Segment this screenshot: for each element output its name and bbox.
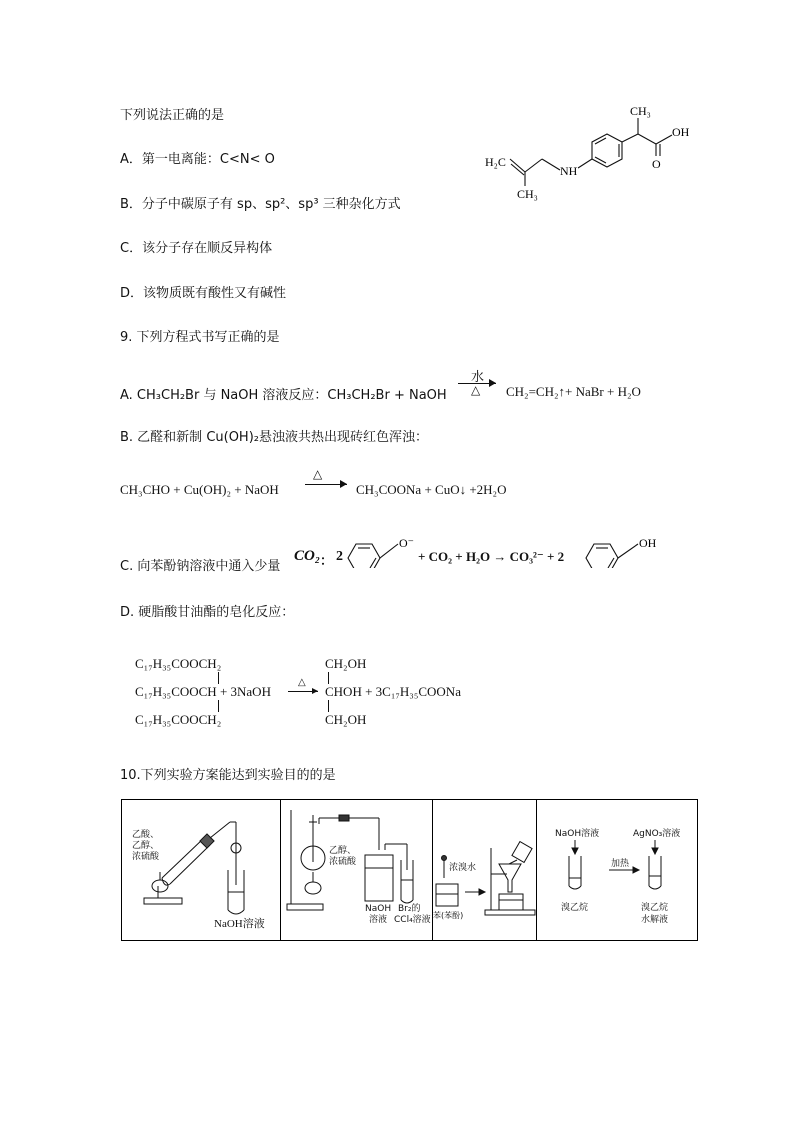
q9-a-cond-top: 水 xyxy=(471,370,485,385)
q9-d-bond-left-2 xyxy=(218,700,219,712)
q8-h2c: H₂C xyxy=(485,155,506,169)
q8-option-c: C．该分子存在顺反异构体 xyxy=(120,241,273,256)
q9-c-colon: ： xyxy=(320,554,334,569)
q10-p1-reagent-1: 乙酸、 xyxy=(132,830,160,840)
q9-c-oh: OH xyxy=(639,536,657,550)
q10-p4-reagent-1: NaOH溶液 xyxy=(555,829,600,839)
q9-d-r1: CH₂OH xyxy=(325,656,367,671)
q8-option-d: D．该物质既有酸性又有碱性 xyxy=(120,286,287,301)
q9-c-coef1: 2 xyxy=(336,549,343,564)
q10-p3-dropper-label: 浓溴水 xyxy=(449,863,477,873)
q9-d-label: D. 硬脂酸甘油酯的皂化反应： xyxy=(120,605,295,620)
q10-p2-tube-1: Br₂的 xyxy=(398,904,421,914)
q10-stem: 10.下列实验方案能达到实验目的的是 xyxy=(120,768,336,783)
q10-p2-bottle-2: 溶液 xyxy=(369,915,388,925)
q8-molecule-structure xyxy=(480,98,710,208)
q9-d-l3: C₁₇H₃₅COOCH₂ xyxy=(135,712,222,727)
q9-c-o-minus: O⁻ xyxy=(399,536,414,550)
q9-c-mid: + CO₂ + H₂O → CO₃²⁻ + 2 xyxy=(418,549,565,564)
q10-p4-reagent-2: AgNO₃溶液 xyxy=(633,829,681,839)
q10-p1-flask-label: NaOH溶液 xyxy=(214,918,265,930)
q10-panel-ethylene xyxy=(280,800,433,940)
q10-p4-tube-1: 溴乙烷 xyxy=(561,903,589,913)
q10-p3-beaker-label: 苯(苯酚) xyxy=(433,911,464,920)
q8-option-b: B．分子中碳原子有 sp、sp²、sp³ 三种杂化方式 xyxy=(120,197,401,212)
q9-a-condition-arrow xyxy=(458,370,498,400)
q8-ch3-top: CH₃ xyxy=(630,104,651,118)
q9-d-cond: △ xyxy=(298,677,306,688)
q10-p1-reagent-2: 乙醇、 xyxy=(132,841,160,851)
q10-p4-arrow-label: 加热 xyxy=(611,859,630,869)
q10-p2-reagent-2: 浓硫酸 xyxy=(329,857,357,867)
q8-nh: NH xyxy=(560,164,578,178)
q9-c-co2: CO₂ xyxy=(294,548,321,564)
q10-p2-tube-2: CCl₄溶液 xyxy=(394,915,431,925)
q9-d-bond-left-1 xyxy=(218,672,219,684)
q10-panel-filtration xyxy=(432,800,537,940)
q9-d-r3: CH₂OH xyxy=(325,712,367,727)
q8-option-a: A．第一电离能：C<N< O xyxy=(120,152,275,167)
q9-b-condition-arrow xyxy=(305,467,349,492)
q9-d-bond-right-2 xyxy=(328,700,329,712)
q10-p2-bottle-1: NaOH xyxy=(365,904,392,914)
q9-b-label: B. 乙醛和新制 Cu(OH)₂悬浊液共热出现砖红色浑浊： xyxy=(120,430,428,445)
q9-d-l1: C₁₇H₃₅COOCH₂ xyxy=(135,656,222,671)
q10-p4-tube-2a: 溴乙烷 xyxy=(641,903,669,913)
q10-panel-esterification xyxy=(122,800,280,940)
q9-d-r2: CHOH + 3C₁₇H₃₅COONa xyxy=(325,684,461,699)
q9-b-left: CH₃CHO + Cu(OH)₂ + NaOH xyxy=(120,482,279,497)
q8-ch3-bottom: CH₃ xyxy=(517,187,538,201)
q9-b-right: CH₃COONa + CuO↓ +2H₂O xyxy=(356,482,507,497)
q9-a-left: A. CH₃CH₂Br 与 NaOH 溶液反应：CH₃CH₂Br + NaOH xyxy=(120,388,447,403)
q9-a-right: CH₂=CH₂↑+ NaBr + H₂O xyxy=(506,384,641,399)
q10-p4-tube-2b: 水解液 xyxy=(641,915,669,925)
q9-d-bond-right-1 xyxy=(328,672,329,684)
q8-o: O xyxy=(652,157,661,171)
q9-d-condition-arrow xyxy=(288,677,320,697)
q9-b-cond: △ xyxy=(313,467,323,481)
q9-c-phenoxide-ring xyxy=(346,528,426,568)
q10-p1-reagent-3: 浓硫酸 xyxy=(132,852,160,862)
q9-c-label: C. 向苯酚钠溶液中通入少量 xyxy=(120,559,281,574)
q10-panel-hydrolysis xyxy=(536,800,698,940)
q9-c-phenol-ring xyxy=(584,528,674,568)
q8-stem: 下列说法正确的是 xyxy=(120,108,225,123)
q10-p2-reagent-1: 乙醇、 xyxy=(329,846,357,856)
q9-d-l2: C₁₇H₃₅COOCH + 3NaOH xyxy=(135,684,271,699)
q10-apparatus-table xyxy=(121,799,698,941)
q10-panel4-drawing xyxy=(537,800,698,940)
q9-a-cond-bottom: △ xyxy=(471,383,481,397)
q9-stem: 9. 下列方程式书写正确的是 xyxy=(120,330,280,345)
q8-oh: OH xyxy=(672,125,690,139)
